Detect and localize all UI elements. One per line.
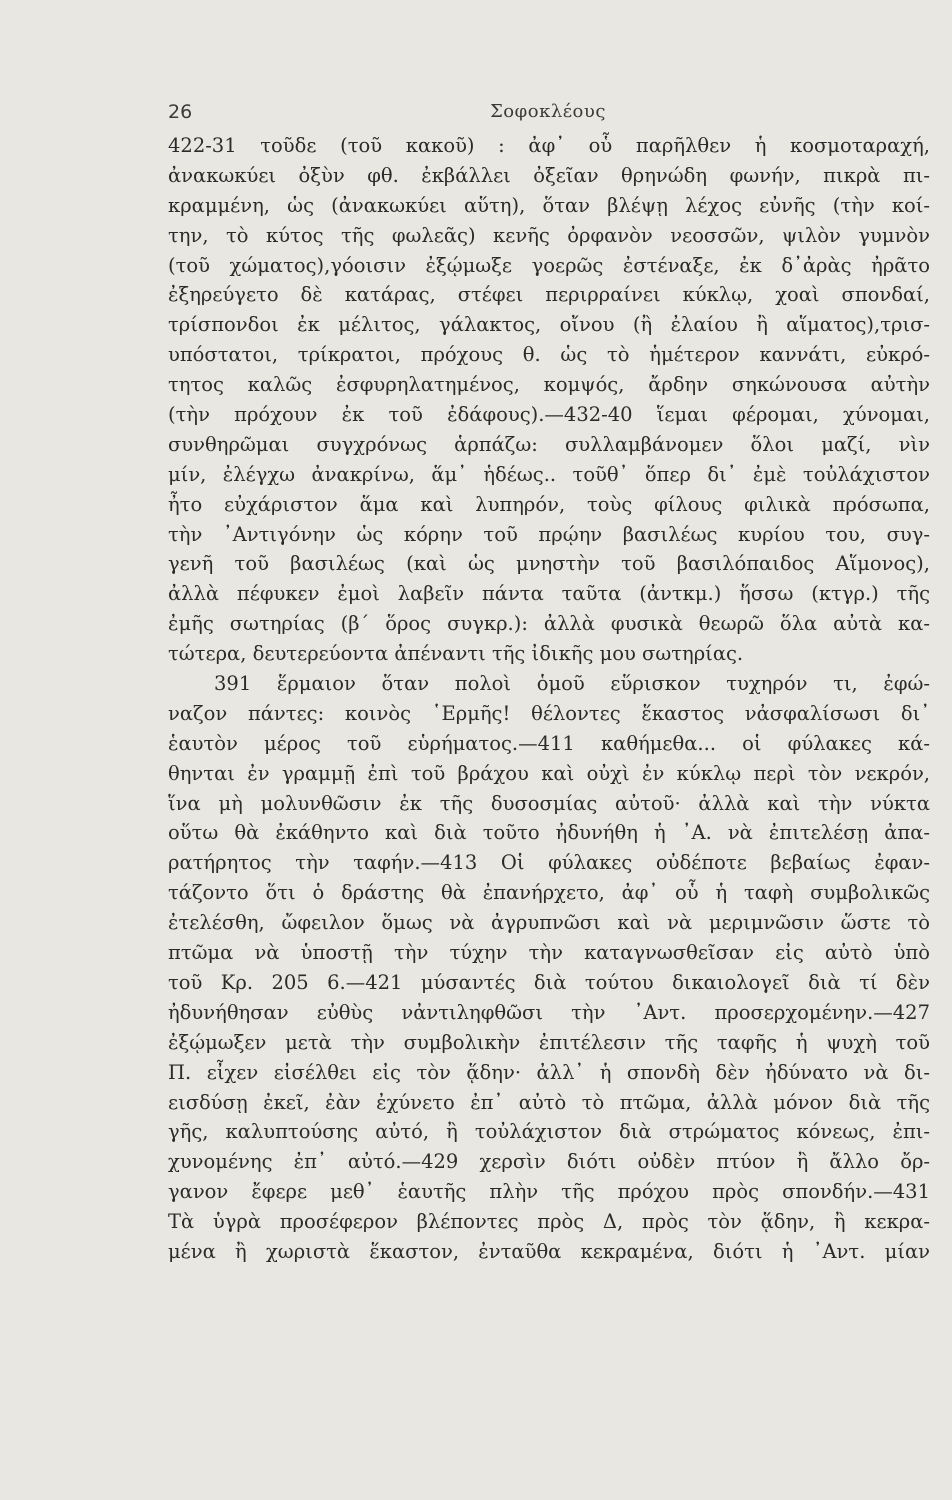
page-header [168, 101, 928, 131]
text-line: γανον ἔφερε μεθ᾽ ἑαυτῆς πλὴν τῆς πρόχου πρὸς σπονδήν.—431 [168, 1180, 930, 1204]
text-line: (τοῦ χώματος),γόοισιν ἐξῴμωξε γοερῶς ἐστέναξε, ἐκ δ᾽ἀρὰς ἠρᾶτο [168, 253, 930, 277]
text-line: τὴν ᾽Αντιγόνην ὡς κόρην τοῦ πρῴην βασιλέως κυρίου του, συγ- [168, 522, 930, 546]
text-line: ἐξηρεύγετο δὲ κατάρας, στέφει περιρραίνει κύκλῳ, χοαὶ σπονδαί, [168, 283, 930, 307]
text-line: ἐτελέσθη, ὤφειλον ὅμως νὰ ἀγρυπνῶσι καὶ νὰ μεριμνῶσιν ὥστε τὸ [168, 911, 930, 935]
text-line: γενῆ τοῦ βασιλέως (καὶ ὡς μνηστὴν τοῦ βασιλόπαιδος Αἵμονος), [168, 552, 930, 576]
text-line: συνθηρῶμαι συγχρόνως ἁρπάζω: συλλαμβάνομεν ὅλοι μαζί, νὶν [168, 432, 930, 456]
text-line: ναζον πάντες: κοινὸς ῾Ερμῆς! θέλοντες ἕκαστος νἀσφαλίσωσι δι᾽ [168, 701, 930, 725]
text-line: Π. εἶχεν εἰσέλθει εἰς τὸν ᾅδην· ἀλλ᾽ ἡ σπονδὴ δὲν ἠδύνατο νὰ δι- [168, 1060, 930, 1084]
text-line: γῆς, καλυπτούσης αὐτό, ἢ τοὐλάχιστον διὰ στρώματος κόνεως, ἐπι- [168, 1120, 930, 1144]
text-line: ἵνα μὴ μολυνθῶσιν ἐκ τῆς δυσοσμίας αὐτοῦ· ἀλλὰ καὶ τὴν νύκτα [168, 791, 930, 815]
text-line: τητος καλῶς ἐσφυρηλατημένος, κομψός, ἄρδην σηκώνουσα αὐτὴν [168, 373, 930, 397]
text-line: θηνται ἐν γραμμῇ ἐπὶ τοῦ βράχου καὶ οὐχὶ ἐν κύκλῳ περὶ τὸν νεκρόν, [168, 761, 930, 785]
text-line: τώτερα, δευτερεύοντα ἀπέναντι τῆς ἰδικῆς μου σωτηρίας. [168, 642, 744, 666]
text-line: χυνομένης ἐπ᾽ αὐτό.—429 χερσὶν διότι οὐδὲν πτύον ἢ ἄλλο ὄρ- [168, 1150, 930, 1174]
text-line: την, τὸ κύτος τῆς φωλεᾶς) κενῆς ὀρφανὸν νεοσσῶν, ψιλὸν γυμνὸν [168, 223, 930, 247]
text-line: ἀνακωκύει ὀξὺν φθ. ἐκβάλλει ὀξεῖαν θρηνώδη φωνήν, πικρὰ πι- [168, 163, 930, 187]
text-line: ἀλλὰ πέφυκεν ἐμοὶ λαβεῖν πάντα ταῦτα (ἀντκμ.) ἥσσω (κτγρ.) τῆς [168, 582, 930, 606]
text-line: πτῶμα νὰ ὑποστῇ τὴν τύχην τὴν καταγνωσθεῖσαν εἰς αὐτὸ ὑπὸ [168, 941, 930, 965]
text-line: 391 ἕρμαιον ὅταν πολοὶ ὁμοῦ εὕρισκον τυχηρόν τι, ἐφώ- [214, 672, 930, 696]
commentary-text [168, 131, 930, 1267]
text-line: τρίσπονδοι ἐκ μέλιτος, γάλακτος, οἴνου (ἢ ἐλαίου ἢ αἵματος),τρισ- [168, 313, 930, 337]
text-line: μίν, ἐλέγχω ἀνακρίνω, ἅμ᾽ ἡδέως.. τοῦθ᾽ ὅπερ δι᾽ ἐμὲ τοὐλάχιστον [168, 462, 930, 486]
text-line: ρατήρητος τὴν ταφήν.—413 Οἱ φύλακες οὐδέποτε βεβαίως ἐφαν- [168, 851, 930, 875]
text-line: υπόστατοι, τρίκρατοι, πρόχους θ. ὡς τὸ ἡμέτερον καννάτι, εὐκρό- [168, 343, 930, 367]
text-line: ἑαυτὸν μέρος τοῦ εὑρήματος.—411 καθήμεθα... οἱ φύλακες κά- [168, 731, 930, 755]
text-line: οὕτω θὰ ἐκάθηντο καὶ διὰ τοῦτο ἠδυνήθη ἡ ᾽Α. νὰ ἐπιτελέσῃ ἀπα- [168, 821, 930, 845]
text-line: Τὰ ὑγρὰ προσέφερον βλέποντες πρὸς Δ, πρὸς τὸν ᾅδην, ἢ κεκρα- [168, 1210, 930, 1234]
text-line: ἦτο εὐχάριστον ἅμα καὶ λυπηρόν, τοὺς φίλους φιλικὰ πρόσωπα, [168, 492, 930, 516]
running-head: Σοφοκλέους [490, 101, 606, 122]
text-line: 422-31 τοῦδε (τοῦ κακοῦ) : ἀφ᾽ οὗ παρῆλθεν ἡ κοσμοταραχή, [168, 134, 930, 157]
page-number: 26 [168, 101, 193, 123]
text-line: ἐμῆς σωτηρίας (β΄ ὅρος συγκρ.): ἀλλὰ φυσικὰ θεωρῶ ὅλα αὐτὰ κα- [168, 612, 930, 636]
text-line: εισδύσῃ ἐκεῖ, ἐὰν ἐχύνετο ἐπ᾽ αὐτὸ τὸ πτῶμα, ἀλλὰ μόνον διὰ τῆς [168, 1090, 930, 1114]
text-line: (τὴν πρόχουν ἐκ τοῦ ἐδάφους).—432-40 ἵεμαι φέρομαι, χύνομαι, [168, 403, 930, 427]
text-line: ἠδυνήθησαν εὐθὺς νἀντιληφθῶσι τὴν ᾽Αντ. προσερχομένην.—427 [168, 1000, 930, 1024]
text-line: ἐξῴμωξεν μετὰ τὴν συμβολικὴν ἐπιτέλεσιν τῆς ταφῆς ἡ ψυχὴ τοῦ [168, 1030, 930, 1054]
text-line: τάζοντο ὅτι ὁ δράστης θὰ ἐπανήρχετο, ἀφ᾽ οὗ ἡ ταφὴ συμβολικῶς [168, 881, 930, 905]
text-line: κραμμένη, ὡς (ἀνακωκύει αὕτη), ὅταν βλέψῃ λέχος εὐνῆς (τὴν κοί- [168, 193, 930, 217]
text-line: τοῦ Κρ. 205 6.—421 μύσαντές διὰ τούτου δικαιολογεῖ διὰ τί δὲν [168, 970, 930, 994]
text-line: μένα ἢ χωριστὰ ἕκαστον, ἐνταῦθα κεκραμένα, διότι ἡ ᾽Αντ. μίαν [168, 1239, 930, 1263]
